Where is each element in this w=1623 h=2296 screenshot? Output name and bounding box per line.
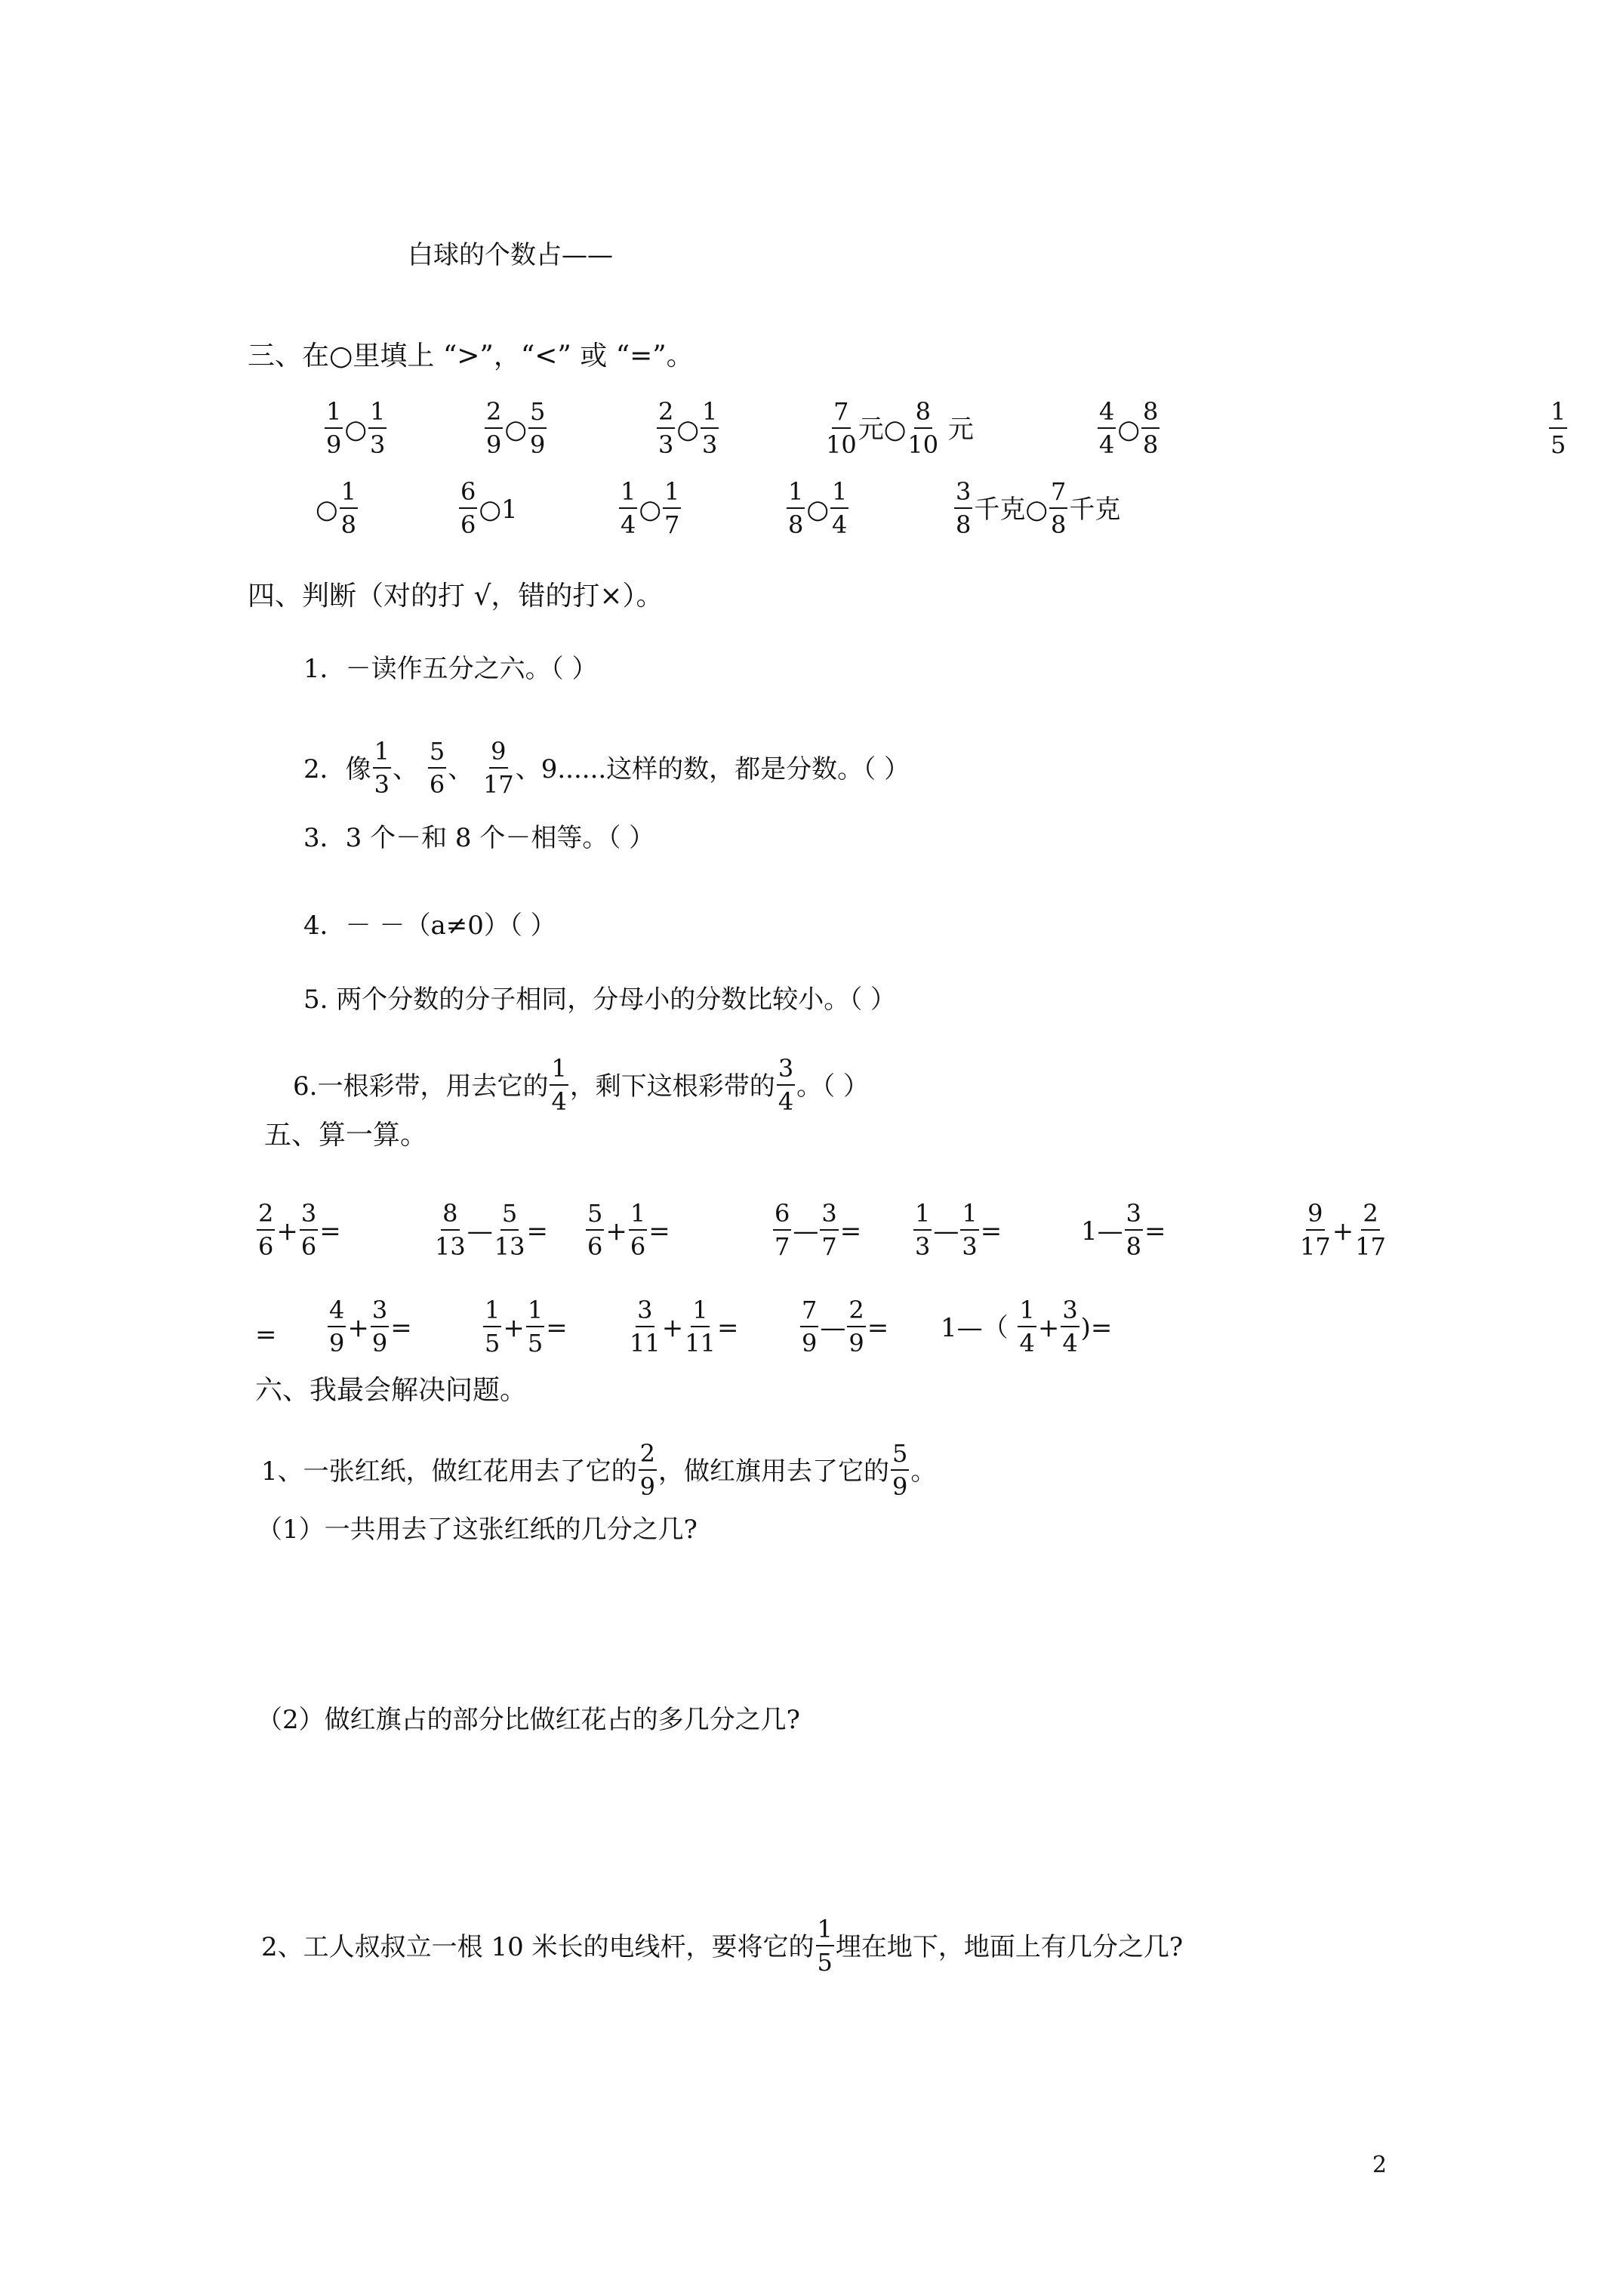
problem-2-pre: 2、工人叔叔立一根 10 米长的电线杆，要将它的 [261, 1932, 815, 1962]
numerator: 7 [832, 397, 850, 429]
numerator: 1 [787, 477, 805, 509]
denominator: 9 [326, 430, 342, 459]
denominator: 3 [915, 1232, 931, 1261]
numerator: 1 [1549, 397, 1567, 429]
numerator: 1 [340, 477, 358, 509]
fraction [483, 737, 514, 799]
operator: — [793, 1216, 819, 1247]
denominator: 11 [685, 1329, 716, 1358]
page-number: 2 [1372, 2152, 1387, 2178]
compare-circle: ○ [1025, 495, 1049, 525]
unit: 千克 [1069, 495, 1121, 525]
judge-item-2-pre: 2．像 [303, 754, 371, 784]
calc-row-2-lead: = [255, 1320, 277, 1350]
numerator: 1 [663, 477, 681, 509]
denominator: 4 [1062, 1329, 1078, 1358]
denominator: 9 [486, 430, 502, 459]
denominator: 4 [832, 510, 848, 539]
denominator: 5 [1551, 430, 1566, 459]
numerator: 2 [847, 1296, 865, 1327]
fraction [787, 477, 805, 539]
problem-2-text [261, 1915, 1184, 1980]
compare-item [655, 397, 720, 462]
equals-sign: = [980, 1216, 1002, 1247]
section-4-heading: 四、判断（对的打 √，错的打×）。 [248, 581, 664, 612]
judge-item-1: 1．－读作五分之六。（ ） [303, 654, 598, 684]
fraction [257, 1199, 275, 1261]
compare-circle: ○ [883, 415, 907, 445]
compare-circle: ○ [504, 415, 528, 445]
numerator: 1 [550, 1054, 568, 1086]
compare-circle: ○ [806, 495, 830, 525]
numerator: 1 [960, 1199, 978, 1231]
numerator: 6 [773, 1199, 791, 1231]
fraction [586, 1199, 604, 1261]
equals-sign: = [867, 1313, 889, 1343]
numerator: 3 [636, 1296, 654, 1327]
denominator: 8 [1126, 1232, 1141, 1261]
denominator: 4 [551, 1087, 567, 1116]
judge-item-6-pre: 6.一根彩带，用去它的 [293, 1071, 549, 1102]
denominator: 5 [817, 1948, 833, 1977]
operator: + [661, 1313, 684, 1343]
denominator: 10 [907, 430, 939, 459]
unit: 千克 [974, 495, 1026, 525]
fraction [1125, 1199, 1143, 1261]
numerator: 6 [459, 477, 477, 509]
denominator: 17 [482, 770, 514, 799]
calc-item [1081, 1199, 1166, 1264]
numerator: 1 [373, 737, 391, 769]
numerator: 1 [816, 1915, 834, 1946]
denominator: 4 [1019, 1329, 1035, 1358]
calc-item [941, 1296, 1113, 1361]
compare-circle: ○ [676, 415, 700, 445]
numerator: 2 [639, 1439, 657, 1471]
fraction [325, 397, 343, 459]
denominator: 10 [826, 430, 857, 459]
fraction [847, 1296, 865, 1358]
calc-item [584, 1199, 670, 1264]
denominator: 6 [429, 770, 445, 799]
prefix: 1—（ [941, 1313, 1017, 1343]
denominator: 4 [621, 510, 636, 539]
denominator: 6 [460, 510, 476, 539]
numerator: 4 [1098, 397, 1116, 429]
numerator: 1 [483, 1296, 501, 1327]
equals-sign: = [1144, 1216, 1166, 1247]
calc-item [255, 1199, 341, 1264]
fraction [816, 1915, 834, 1977]
equals-sign: = [839, 1216, 862, 1247]
denominator: 3 [370, 430, 386, 459]
fraction [1300, 1199, 1331, 1261]
denominator: 5 [527, 1329, 544, 1358]
fraction [800, 1296, 818, 1358]
numerator: 8 [1141, 397, 1160, 429]
fraction [1049, 477, 1067, 539]
numerator: 4 [328, 1296, 346, 1327]
calc-item [1298, 1199, 1387, 1264]
denominator: 17 [1300, 1232, 1331, 1261]
equals-sign: = [526, 1216, 548, 1247]
denominator: 3 [962, 1232, 978, 1261]
denominator: 11 [630, 1329, 661, 1358]
fraction [960, 1199, 978, 1261]
numerator: 1 [830, 477, 848, 509]
calc-item [433, 1199, 548, 1264]
fraction [328, 1296, 346, 1358]
numerator: 3 [954, 477, 972, 509]
calc-item [771, 1199, 862, 1264]
compare-item [316, 477, 359, 542]
operator: + [1037, 1313, 1060, 1343]
numerator: 7 [800, 1296, 818, 1327]
fraction [619, 477, 637, 539]
equals-sign: = [319, 1216, 341, 1247]
calc-item [628, 1296, 739, 1361]
operator: — [467, 1216, 493, 1247]
denominator: 4 [1099, 430, 1115, 459]
numerator: 3 [777, 1054, 795, 1086]
compare-circle: ○ [344, 415, 368, 445]
numerator: 5 [528, 397, 547, 429]
compare-circle: ○ [1117, 415, 1141, 445]
fraction [485, 397, 503, 459]
fraction [913, 1199, 932, 1261]
judge-item-6 [293, 1054, 869, 1119]
fraction [685, 1296, 716, 1358]
equals-sign: = [546, 1313, 568, 1343]
numerator: 1 [629, 1199, 647, 1231]
calc-item [482, 1296, 568, 1361]
fraction [483, 1296, 501, 1358]
equals-sign: = [390, 1313, 412, 1343]
problem-1-question-2: （2）做红旗占的部分比做红花占的多几分之几? [257, 1705, 800, 1735]
fraction [1355, 1199, 1386, 1261]
edge-fraction-item [1548, 397, 1569, 462]
denominator: 8 [1051, 510, 1067, 539]
problem-1-pre: 1、一张红纸，做红花用去了它的 [261, 1456, 637, 1487]
denominator: 9 [530, 430, 546, 459]
calc-item [799, 1296, 889, 1361]
number: 1 [501, 495, 518, 525]
compare-item [953, 477, 1121, 542]
numerator: 1 [913, 1199, 932, 1231]
operator: — [820, 1313, 846, 1343]
fraction [528, 397, 547, 459]
operator: — [933, 1216, 959, 1247]
numerator: 5 [500, 1199, 519, 1231]
judge-item-3: 3．3 个－和 8 个－相等。（ ） [303, 823, 655, 853]
fraction [830, 477, 848, 539]
denominator: 13 [435, 1232, 466, 1261]
separator: 、 [448, 754, 474, 784]
operator: + [1332, 1216, 1354, 1247]
denominator: 3 [702, 430, 718, 459]
unit: 元 [858, 415, 884, 445]
fraction [428, 737, 446, 799]
numerator: 1 [325, 397, 343, 429]
equals-sign: = [648, 1216, 670, 1247]
equals-sign: )= [1080, 1313, 1113, 1343]
numerator: 3 [820, 1199, 838, 1231]
fraction [1098, 397, 1116, 459]
numerator: 7 [1049, 477, 1067, 509]
compare-item [457, 477, 518, 542]
numerator: 2 [257, 1199, 275, 1231]
fraction [550, 1054, 568, 1116]
fraction [891, 1439, 909, 1501]
compare-item [483, 397, 548, 462]
denominator: 7 [775, 1232, 790, 1261]
judge-item-5: 5. 两个分数的分子相同，分母小的分数比较小。（ ） [303, 985, 897, 1015]
denominator: 5 [485, 1329, 500, 1358]
fraction [663, 477, 681, 539]
denominator: 8 [788, 510, 804, 539]
fraction [300, 1199, 318, 1261]
denominator: 7 [821, 1232, 837, 1261]
problem-1-post: 。 [910, 1456, 937, 1487]
denominator: 6 [587, 1232, 603, 1261]
fraction [657, 397, 675, 459]
judge-item-2 [303, 737, 910, 802]
judge-item-2-post: 、9......这样的数，都是分数。（ ） [515, 754, 910, 784]
section-5-heading: 五、算一算。 [264, 1120, 428, 1151]
fraction [773, 1199, 791, 1261]
fraction [826, 397, 857, 459]
separator: 、 [393, 754, 418, 784]
denominator: 6 [258, 1232, 274, 1261]
fraction [373, 737, 391, 799]
calc-item [326, 1296, 412, 1361]
fraction [1141, 397, 1160, 459]
compare-circle: ○ [479, 495, 502, 525]
denominator: 9 [802, 1329, 818, 1358]
fraction [777, 1054, 795, 1116]
fraction [629, 1199, 647, 1261]
numerator: 8 [441, 1199, 459, 1231]
numerator: 1 [691, 1296, 709, 1327]
denominator: 9 [371, 1329, 388, 1358]
unit: 元 [940, 415, 974, 445]
fraction [701, 397, 719, 459]
section-6-heading: 六、我最会解决问题。 [255, 1375, 528, 1406]
operator: + [276, 1216, 298, 1247]
top-line: 白球的个数占—— [408, 240, 613, 270]
fraction [435, 1199, 466, 1261]
problem-1-mid: ，做红旗用去了它的 [658, 1456, 889, 1487]
equals-sign: = [716, 1313, 739, 1343]
numerator: 3 [1061, 1296, 1079, 1327]
denominator: 9 [329, 1329, 345, 1358]
compare-item [785, 477, 850, 542]
denominator: 9 [639, 1472, 655, 1501]
numerator: 2 [657, 397, 675, 429]
denominator: 17 [1355, 1232, 1386, 1261]
operator: + [605, 1216, 627, 1247]
numerator: 3 [1125, 1199, 1143, 1231]
numerator: 5 [428, 737, 446, 769]
numerator: 3 [300, 1199, 318, 1231]
fraction [907, 397, 938, 459]
problem-1-text [261, 1439, 937, 1504]
judge-item-6-mid: ，剩下这根彩带的 [569, 1071, 775, 1102]
calc-item [912, 1199, 1002, 1264]
numerator: 3 [371, 1296, 389, 1327]
numerator: 9 [489, 737, 507, 769]
fraction [494, 1199, 525, 1261]
operator: + [347, 1313, 369, 1343]
compare-circle: ○ [316, 495, 338, 525]
denominator: 3 [658, 430, 674, 459]
numerator: 1 [701, 397, 719, 429]
prefix: 1— [1081, 1216, 1123, 1247]
fraction [820, 1199, 838, 1261]
numerator: 2 [485, 397, 503, 429]
denominator: 8 [956, 510, 972, 539]
compare-item [1096, 397, 1161, 462]
section-3-heading: 三、在○里填上 “>”，“<” 或 “=”。 [248, 341, 694, 371]
fraction [639, 1439, 657, 1501]
fraction [630, 1296, 661, 1358]
numerator: 8 [914, 397, 932, 429]
compare-item [617, 477, 682, 542]
numerator: 5 [586, 1199, 604, 1231]
numerator: 5 [891, 1439, 909, 1471]
judge-item-4: 4．－ －（a≠0）（ ） [303, 911, 556, 941]
compare-item [323, 397, 388, 462]
fraction [340, 477, 358, 539]
denominator: 8 [340, 510, 357, 539]
problem-1-question-1: （1）一共用去了这张红纸的几分之几? [257, 1515, 698, 1545]
fraction [1061, 1296, 1079, 1358]
denominator: 9 [892, 1472, 908, 1501]
numerator: 1 [1018, 1296, 1036, 1327]
numerator: 1 [368, 397, 387, 429]
compare-item [824, 397, 974, 462]
fraction [371, 1296, 389, 1358]
denominator: 13 [494, 1232, 525, 1261]
fraction [526, 1296, 544, 1358]
fraction [1549, 397, 1567, 459]
denominator: 4 [778, 1087, 794, 1116]
judge-item-6-post: 。（ ） [796, 1071, 869, 1102]
numerator: 1 [619, 477, 637, 509]
denominator: 7 [664, 510, 680, 539]
numerator: 9 [1306, 1199, 1324, 1231]
compare-circle: ○ [639, 495, 662, 525]
fraction [368, 397, 387, 459]
fraction [954, 477, 972, 539]
fraction [1018, 1296, 1036, 1358]
numerator: 2 [1361, 1199, 1379, 1231]
fraction [459, 477, 477, 539]
denominator: 9 [848, 1329, 864, 1358]
numerator: 1 [526, 1296, 544, 1327]
denominator: 8 [1143, 430, 1159, 459]
denominator: 3 [374, 770, 390, 799]
problem-2-post: 埋在地下，地面上有几分之几? [835, 1932, 1184, 1962]
operator: + [503, 1313, 525, 1343]
denominator: 6 [630, 1232, 646, 1261]
denominator: 6 [300, 1232, 317, 1261]
